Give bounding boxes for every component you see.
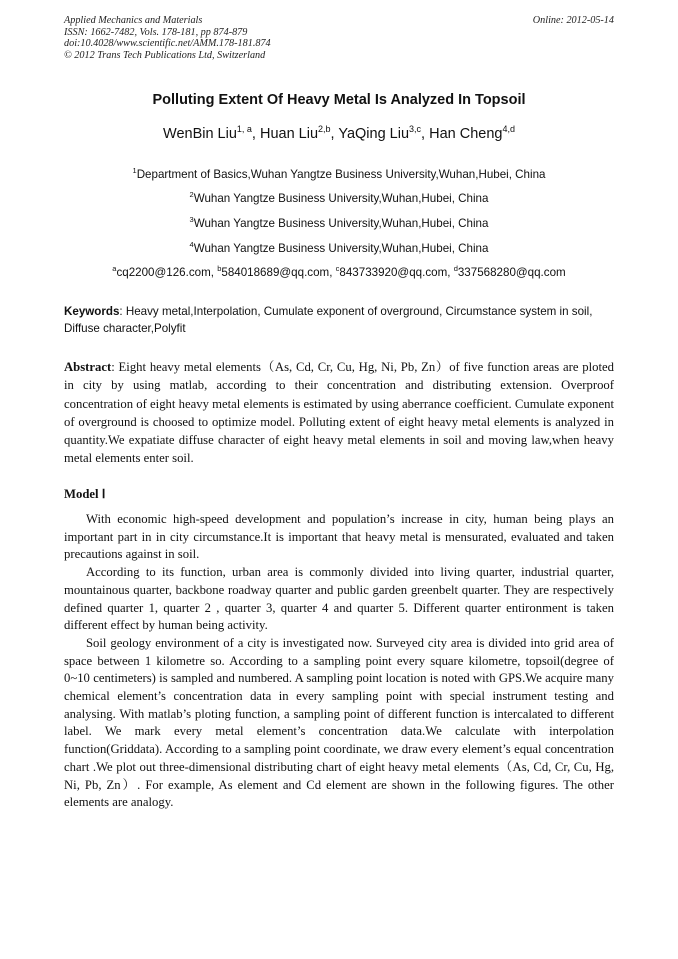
affiliation-sup: 2 [189,190,194,199]
email-sup: b [217,264,222,273]
copyright-line: © 2012 Trans Tech Publications Ltd, Switzerland [64,49,266,61]
author-name: Huan Liu [259,126,319,142]
author-sup: 2,b [318,124,331,134]
email-address[interactable]: 843733920@qq.com [339,266,448,279]
body-text [64,511,614,812]
author-sup: 3,c [409,124,422,134]
email-sup: a [112,264,117,273]
email-address[interactable]: 584018689@qq.com [221,266,330,279]
affiliation-text: Department of Basics,Wuhan Yangtze Business University,Wuhan,Hubei, China [136,168,546,181]
journal-header [64,15,614,61]
email-address[interactable]: cq2200@126.com [116,266,211,279]
paragraph: According to its function, urban area is commonly divided into living quarter, industrial quarter, mountainous quarter, backbone roadway quarter and public garden greenbelt quarter. They are respectively defined quarter 1, quarter 2 , quarter 3, quarter 4 and quarter 5. Different quarter entironment is taken different effect by human being activity. [64,565,614,633]
journal-doi: doi:10.4028/www.scientific.net/AMM.178-181.874 [64,38,271,50]
keywords [64,304,614,337]
email-line: $^a$cq2200@126.com, $^b$584018689@qq.com, $^c$843733920@qq.com, $^d$337568280@qq.com [112,264,566,279]
affiliation-1 [0,168,678,181]
journal-issn: ISSN: 1662-7482, Vols. 178-181, pp 874-879 [64,26,248,38]
author-sup: 4,d [502,124,515,134]
affiliation-sup: 3 [189,215,194,224]
author-name: YaQing Liu [338,126,410,142]
affiliation-sup: 1 [132,166,137,175]
paragraph: With economic high-speed development and population’s increase in city, human being plays an important part in in city circumstance.It is important that heavy metal is mensurated, evaluated and taken precautions against in soil. [64,512,614,562]
keywords-label: Keywords [64,305,120,318]
email-sup: d [453,264,458,273]
abstract-text: : Eight heavy metal elements（As, Cd, Cr, Cu, Hg, Ni, Pb, Zn）of five function areas are ploted in city by using matlab, according to their concentration and distributing extension. Overproof concentration of eight heavy metal elements is estimated by using aberrance coefficient. Cumulate exponent of overground is choosed to optimize model. Polluting extent of eight heavy metal elements is analyzed in quantity.We expatiate diffuse character of eight heavy metal elements in soil and moving law,when heavy metal elements enter soil. [64,360,614,466]
email-sup: c [335,264,340,273]
author-name: Han Cheng [429,126,503,142]
affiliation-2 [0,192,678,205]
paragraph: Soil geology environment of a city is investigated now. Surveyed city area is divided into grid area of space between 1 kilometre so. According to a sampling point every square kilometre, topsoil(degree of 0~10 centimeters) is sampled and numbered. A sampling point location is noted with GPS.We acquire many chemical element’s concentration data in every sampling point with special instrument testing and analysing. With matlab’s ploting function, a sampling point of different function is intercalated to different label. We mark every metal element’s concentration data.We calculate with interpolation function(Griddata). According to a sampling point coordinate, we draw every element’s equal concentration chart .We plot out three-dimensional distributing chart of eight heavy metal elements（As, Cd, Cr, Cu, Hg, Ni, Pb, Zn）. For example, As element and Cd element are shown in the following figures. The other elements are analogy. [64,635,614,810]
author-sup: 1, a [236,124,252,134]
affiliation-sup: 4 [189,240,194,249]
section-heading: Model Ⅰ [64,487,106,501]
affiliation-text: Wuhan Yangtze Business University,Wuhan,Hubei, China [193,217,489,230]
affiliation-3 [0,217,678,230]
keywords-text: : Heavy metal,Interpolation, Cumulate exponent of overground, Circumstance system in soil, Diffuse character,Polyfit [64,305,593,335]
author-list: WenBin Liu$^{1, a}$, Huan Liu$^{2,b}$, YaQing Liu$^{3,c}$, Han Cheng$^{4,d}$ [163,124,515,142]
email-address[interactable]: 337568280@qq.com [457,266,566,279]
paper-title: Polluting Extent Of Heavy Metal Is Analyzed In Topsoil [152,92,526,108]
abstract [64,358,614,468]
affiliation-text: Wuhan Yangtze Business University,Wuhan,Hubei, China [193,192,489,205]
author-name: WenBin Liu [163,126,237,142]
affiliation-4 [0,242,678,255]
online-date: Online: 2012-05-14 [532,15,614,26]
affiliation-text: Wuhan Yangtze Business University,Wuhan,Hubei, China [193,242,489,255]
journal-name: Applied Mechanics and Materials [64,15,203,26]
abstract-label: Abstract [64,360,112,374]
